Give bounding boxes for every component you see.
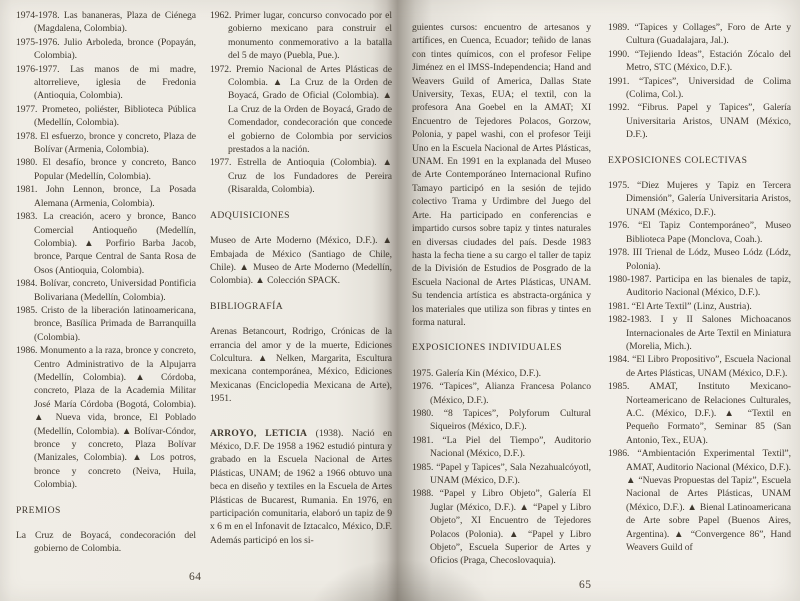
- catalog-entry: 1976-1977. Las manos de mi madre, altorrelieve, iglesia de Fredonia (Antioquia, Colombia).: [16, 63, 196, 102]
- catalog-entry: guientes cursos: encuentro de artesanos y artífices, en Cuenca, Ecuador; teñido de lanas con tintes químicos, con el profesor Felipe Jiménez en el IMSS-Independencia; Hand and Weavers Guild of America, Dallas State University, Texas, EUA; el textil, con la profesora Ana Goebel en la AMAT; XI Encuentro de Tejedores Polacos, Gorzow, Polonia, y papel washi, con el profesor Teiji Uno en la Escuela Nacional de Artes Plásticas, UNAM. En 1991 en la explanada del Museo de Arte Contemporáneo Internacional Rufino Tamayo participó en la sesión de tejido colectivo Trama y Urdimbre del Juego del Arte. Ha participado en conferencias e impartido cursos sobre tapiz y tintes naturales en diversas ciudades del país. Desde 1983 hasta la fecha tiene a su cargo el taller de tapiz de la División de Estudios de Posgrado de la Escuela Nacional de Artes Plásticas, UNAM. Su tendencia artística es abstracta-orgánica y los materiales que utiliza son fibras y tintes en forma natural.: [412, 22, 591, 328]
- catalog-entry: 1978. El esfuerzo, bronce y concreto, Plaza de Bolívar (Armenia, Colombia).: [16, 130, 196, 156]
- catalog-entry: 1990. “Tejiendo Ideas”, Estación Zócalo del Metro, STC (México, D.F.).: [608, 48, 791, 74]
- catalog-entry: 1975-1976. Julio Arboleda, bronce (Popayán, Colombia).: [16, 36, 196, 62]
- catalog-entry: 1972. Premio Nacional de Artes Plásticas de Colombia. ▲ La Cruz de la Orden de Boyacá, Grado de Oficial (Colombia). ▲ La Cruz de la Orden de Boyacá, Grado de Comendador, condecoración que concede el gobierno de Colombia por servicios prestados a la nación.: [210, 63, 392, 156]
- catalog-entry: 1984. “El Libro Propositivo”, Escuela Nacional de Artes Plásticas, UNAM (México, D.F.).: [608, 354, 791, 379]
- catalog-entry: 1992. “Fibrus. Papel y Tapices”, Galería Universitaria Aristos, UNAM (México, D.F.).: [608, 102, 791, 141]
- catalog-entry: 1978. III Trienal de Lódz, Museo Lódz (Lódz, Polonia).: [608, 247, 791, 272]
- section-heading: PREMIOS: [16, 504, 61, 516]
- catalog-entry: 1974-1978. Las bananeras, Plaza de Ciénega (Magdalena, Colombia).: [16, 10, 196, 35]
- section-heading: EXPOSICIONES COLECTIVAS: [608, 154, 748, 166]
- catalog-entry: 1986. “Ambientación Experimental Textil”, AMAT, Auditorio Nacional (México, D.F.). ▲ “Nuevas Propuestas del Tapiz”, Escuela Nacional de Artes Plásticas, UNAM (México, D.F.). ▲ Bienal Latinoamericana de Arte sobre Papel (Buenos Aires, Argentina). ▲ “Convergence 86”, Hand Weavers Guild of: [608, 448, 791, 554]
- catalog-entry: 1980. “8 Tapices”, Polyforum Cultural Siqueiros (México, D.F.).: [412, 407, 591, 433]
- artist-name: ARROYO, LETICIA: [210, 427, 308, 439]
- catalog-entry: 1962. Primer lugar, concurso convocado por el gobierno mexicano para construir el monumento conmemorativo a la batalla del 5 de mayo (Puebla, Pue.).: [210, 10, 392, 62]
- catalog-entry: 1980-1987. Participa en las bienales de tapiz, Auditorio Nacional (México, D.F.).: [608, 273, 791, 299]
- catalog-entry: 1982-1983. I y II Salones Michoacanos Internacionales de Arte Textil en Miniatura (Morelia, Mich.).: [608, 314, 791, 352]
- catalog-entry: Museo de Arte Moderno (México, D.F.). ▲ Embajada de México (Santiago de Chile, Chile). ▲ Museo de Arte Moderno (Medellín, Colombia). ▲ Colección SPACK.: [210, 235, 392, 287]
- catalog-entry: 1981. “El Arte Textil” (Linz, Austria).: [608, 300, 752, 312]
- catalog-entry: 1981. John Lennon, bronce, La Posada Alemana (Armenia, Colombia).: [16, 184, 196, 209]
- catalog-entry: 1975. Galería Kin (México, D.F.).: [412, 367, 541, 379]
- catalog-entry: 1983. La creación, acero y bronce, Banco Comercial Antioqueño (Medellín, Colombia). ▲ Porfirio Barba Jacob, bronce, Parque Central de Santa Rosa de Osos (Antioquia, Colombia).: [16, 211, 196, 276]
- catalog-entry: 1975. “Diez Mujeres y Tapiz en Tercera Dimensión”, Galería Universitaria Aristos, UNAM (México, D.F.).: [608, 180, 791, 218]
- catalog-entry: 1980. El desafío, bronce y concreto, Banco Popular (Medellín, Colombia).: [16, 157, 196, 182]
- left-page-column-1: [16, 9, 196, 556]
- left-page-column-2: [210, 9, 392, 547]
- catalog-entry: 1981. “La Piel del Tiempo”, Auditorio Nacional (México, D.F.).: [412, 434, 591, 460]
- page-number-right: 65: [579, 579, 592, 591]
- catalog-entry: 1977. Prometeo, poliéster, Biblioteca Pública (Medellín, Colombia).: [16, 103, 196, 129]
- catalog-entry: 1976. “El Tapiz Contemporáneo”, Museo Biblioteca Pape (Monclova, Coah.).: [608, 220, 791, 245]
- catalog-entry: 1988. “Papel y Libro Objeto”, Galería El Juglar (México, D.F.). ▲ “Papel y Libro Objeto”, XI Encuentro de Tejedores Polacos (Polonia). ▲ “Papel y Libro Objeto”, Escuela Superior de Artes y Oficios (Praga, Checoslovaquia).: [412, 488, 591, 567]
- catalog-entry: 1989. “Tapices y Collages”, Foro de Arte y Cultura (Guadalajara, Jal.).: [608, 22, 791, 47]
- catalog-entry: 1986. Monumento a la raza, bronce y concreto, Centro Administrativo de la Alpujarra (Medellín, Colombia). ▲ Córdoba, concreto, Plaza de la Academia Militar José María Córdoba (Bogotá, Colombia). ▲ Nueva vida, bronce, El Poblado (Medellín, Colombia). ▲ Bolívar-Cóndor, bronce y concreto, Plaza Bolívar (Manizales, Colombia). ▲ Los potros, bronce y concreto (Neiva, Huila, Colombia).: [16, 345, 196, 491]
- catalog-entry: 1991. “Tapices”, Universidad de Colima (Colima, Col.).: [608, 75, 791, 101]
- catalog-entry: 1976. “Tapices”, Alianza Francesa Polanco (México, D.F.).: [412, 381, 591, 406]
- artist-bio: ARROYO, LETICIA (1938). Nació en México, D.F. De 1958 a 1962 estudió pintura y grabado en la Escuela Nacional de Artes Plásticas, UNAM; de 1962 a 1966 obtuvo una beca en diseño y textiles en la Escuela de Artes Plásticas de Bucarest, Rumania. En 1976, en participación comunitaria, elaboró un tapiz de 9 x 6 m en el Infonavit de Iztacalco, México, D.F. Además participó en los si-: [210, 427, 392, 546]
- catalog-entry: 1985. AMAT, Instituto Mexicano-Norteamericano de Relaciones Culturales, A.C. (México, D.F.). ▲ “Textil en Pequeño Formato”, Seminar 85 (San Antonio, Tex., EUA).: [608, 381, 791, 446]
- catalog-entry: 1984. Bolívar, concreto, Universidad Pontificia Bolivariana (Medellín, Colombia).: [16, 278, 196, 303]
- right-page-column-2: [608, 21, 791, 554]
- section-heading: BIBLIOGRAFÍA: [210, 300, 284, 312]
- catalog-entry: La Cruz de Boyacá, condecoración del gobierno de Colombia.: [16, 530, 196, 555]
- right-page-column-1: [412, 21, 591, 568]
- section-heading: EXPOSICIONES INDIVIDUALES: [412, 342, 563, 354]
- catalog-entry: 1985. Cristo de la liberación latinoamericana, bronce, Basílica Primada de Barranquilla (Colombia).: [16, 304, 196, 343]
- catalog-entry: Arenas Betancourt, Rodrigo, Crónicas de la errancia del amor y de la muerte, Ediciones Colcultura. ▲ Nelken, Margarita, Escultura mexicana contemporánea, México, Ediciones Mexicanas (Enciclopedia Mexicana de Arte), 1951.: [210, 326, 392, 405]
- section-heading: ADQUISICIONES: [210, 209, 290, 221]
- catalog-entry: 1985. “Papel y Tapices”, Sala Nezahualcóyotl, UNAM (México, D.F.).: [412, 461, 591, 486]
- page-number-left: 64: [189, 571, 202, 583]
- catalog-entry: 1977. Estrella de Antioquia (Colombia). ▲ Cruz de los Fundadores de Pereira (Risaralda, Colombia).: [210, 157, 392, 196]
